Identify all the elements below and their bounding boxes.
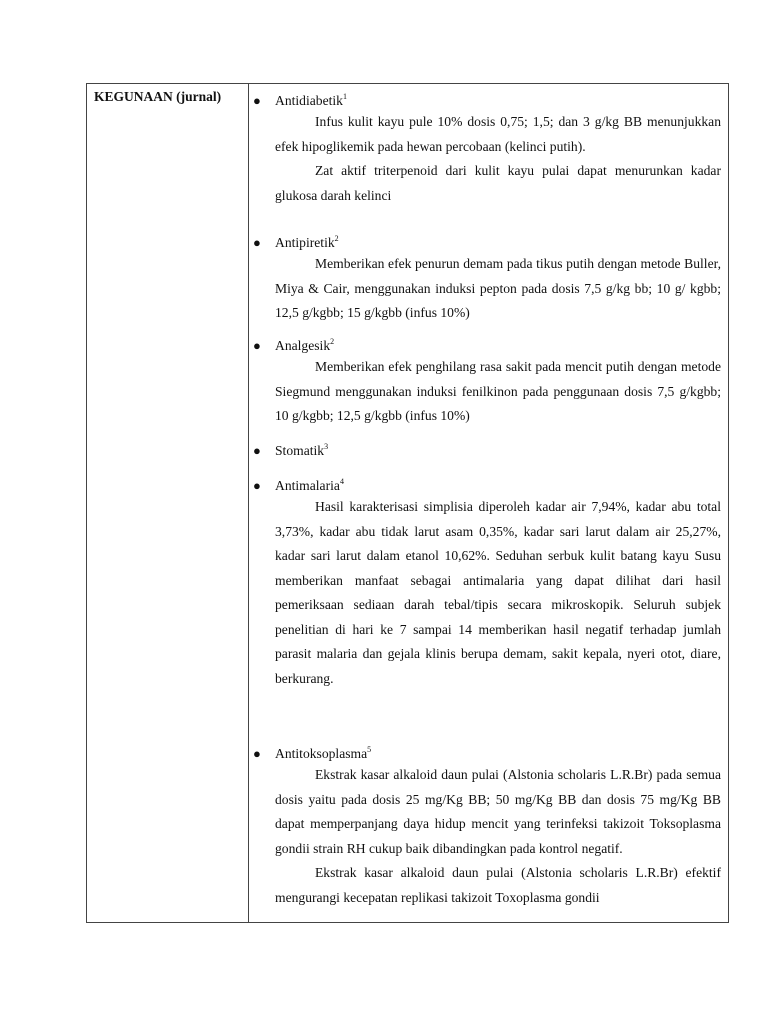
reference-number: 2 bbox=[334, 234, 339, 243]
usage-title-text: Antipiretik bbox=[275, 235, 335, 250]
usage-title-text: Analgesik bbox=[275, 338, 331, 353]
usage-description: Infus kulit kayu pule 10% dosis 0,75; 1,5; dan 3 g/kg BB menunjukkan efek hipoglikemik pada hewan percobaan (kelinci putih). bbox=[275, 114, 721, 154]
usage-table bbox=[86, 83, 729, 923]
bullet-icon: ● bbox=[253, 235, 261, 250]
reference-number: 3 bbox=[324, 442, 329, 451]
usage-description: Memberikan efek penghilang rasa sakit pada mencit putih dengan metode Siegmund menggunakan induksi fenilkinon pada penggunaan dosis 7,5 g/kgbb; 10 g/kgbb; 12,5 g/kgbb (infus 10%) bbox=[275, 359, 721, 423]
usage-title-text: Antitoksoplasma bbox=[275, 746, 368, 761]
usage-title-text: Antimalaria bbox=[275, 478, 340, 493]
usage-title-text: Stomatik bbox=[275, 443, 325, 458]
usage-title bbox=[275, 477, 721, 495]
usage-item bbox=[253, 477, 721, 691]
usage-description: Memberikan efek penurun demam pada tikus putih dengan metode Buller, Miya & Cair, menggunakan induksi pepton pada dosis 7,5 g/kg bb; 10 g/ kgbb; 12,5 g/kgbb; 15 g/kgbb (infus 10%) bbox=[275, 256, 721, 320]
row-label: KEGUNAAN (jurnal) bbox=[94, 89, 222, 104]
reference-number: 5 bbox=[367, 745, 372, 754]
bullet-icon: ● bbox=[253, 338, 261, 353]
usage-description: Ekstrak kasar alkaloid daun pulai (Alstonia scholaris L.R.Br) pada semua dosis yaitu pada dosis 25 mg/Kg BB; 50 mg/Kg BB dan dosis 75 mg/Kg BB dapat memperpanjang daya hidup mencit yang terinfeksi takizoit Toksoplasma gondii strain RH cukup baik dibandingkan pada kontrol negatif. bbox=[275, 767, 721, 856]
bullet-icon: ● bbox=[253, 93, 261, 108]
usage-title bbox=[275, 337, 721, 355]
bullet-icon: ● bbox=[253, 478, 261, 493]
usage-description: Zat aktif triterpenoid dari kulit kayu pulai dapat menurunkan kadar glukosa darah kelinci bbox=[275, 163, 721, 203]
usage-description: Ekstrak kasar alkaloid daun pulai (Alstonia scholaris L.R.Br) efektif mengurangi kecepatan replikasi takizoit Toxoplasma gondii bbox=[275, 865, 721, 905]
usage-item bbox=[253, 92, 721, 208]
usage-item bbox=[253, 337, 721, 429]
usage-item bbox=[253, 745, 721, 910]
usage-title bbox=[275, 442, 721, 460]
usage-title bbox=[275, 92, 721, 110]
bullet-icon: ● bbox=[253, 443, 261, 458]
column-divider bbox=[248, 84, 249, 922]
usage-title-text: Antidiabetik bbox=[275, 93, 343, 108]
usage-item bbox=[253, 442, 721, 460]
reference-number: 4 bbox=[339, 477, 344, 486]
bullet-icon: ● bbox=[253, 746, 261, 761]
reference-number: 1 bbox=[342, 92, 347, 101]
usage-title bbox=[275, 745, 721, 763]
reference-number: 2 bbox=[330, 337, 335, 346]
usage-item bbox=[253, 234, 721, 326]
usage-description: Hasil karakterisasi simplisia diperoleh kadar air 7,94%, kadar abu total 3,73%, kadar abu tidak larut asam 0,35%, kadar sari larut dalam air 25,27%, kadar sari larut dalam etanol 10,62%. Seduhan serbuk kulit batang kayu Susu memberikan manfaat sebagai antimalaria yang dapat dilihat dari hasil pemeriksaan sediaan darah tebal/tipis secara mikroskopik. Seluruh subjek penelitian di hari ke 7 sampai 14 memberikan hasil negatif terhadap jumlah parasit malaria dan gejala klinis berupa demam, sakit kepala, nyeri otot, diare, berkurang. bbox=[275, 499, 721, 686]
usage-title bbox=[275, 234, 721, 252]
